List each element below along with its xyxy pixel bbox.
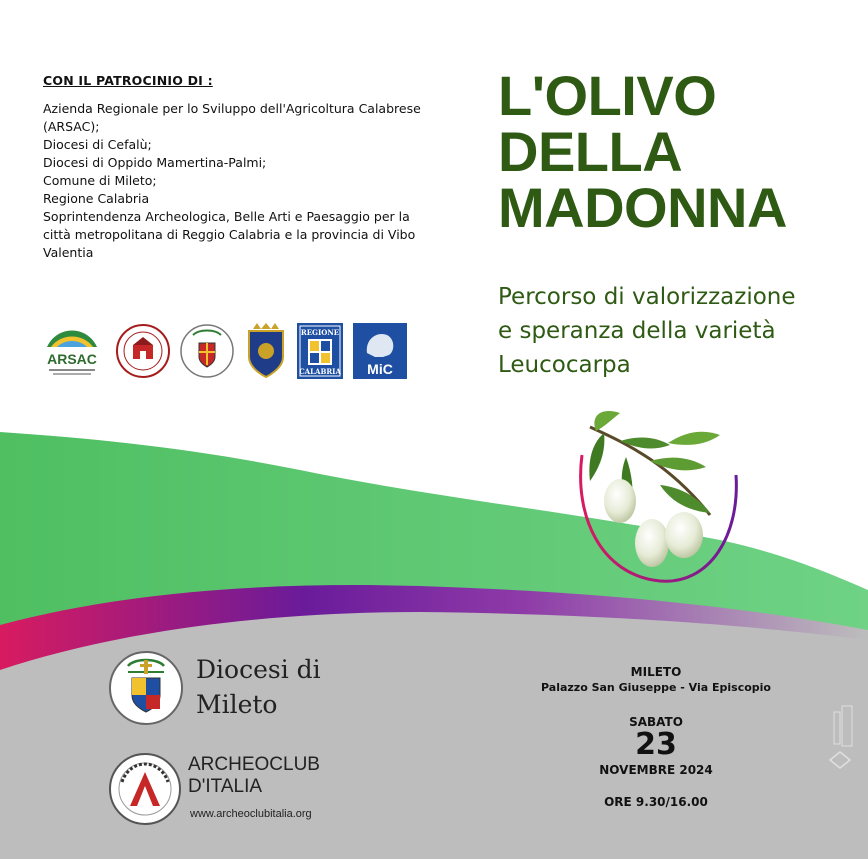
event-subtitle — [498, 280, 858, 382]
event-time: ORE 9.30/16.00 — [604, 795, 708, 809]
patron-logos-row — [43, 323, 413, 381]
archeoclub-name — [188, 754, 320, 798]
patronage-heading: CON IL PATROCINIO DI : — [43, 73, 213, 88]
subtitle-line-1: Percorso di valorizzazione — [498, 284, 796, 310]
event-title — [498, 64, 858, 239]
diocese-line-1: Diocesi di — [196, 655, 321, 684]
arsac-logo — [43, 323, 101, 379]
event-month-year: NOVEMBRE 2024 — [599, 763, 713, 777]
archeoclub-block — [108, 752, 368, 828]
subtitle-line-2: e speranza della varietà — [498, 318, 776, 344]
patron-comune-mileto: Comune di Mileto; — [43, 173, 157, 188]
patron-soprintendenza: Soprintendenza Archeologica, Belle Arti e Paesaggio per la città metropolitana di Reggio Calabria e la provincia di Vibo Valentia — [43, 209, 416, 260]
mic-logo — [353, 323, 407, 379]
archeoclub-logo — [108, 752, 182, 826]
patron-diocesi-cefalu: Diocesi di Cefalù; — [43, 137, 152, 152]
event-day: 23 — [635, 727, 677, 762]
archeoclub-url: www.archeoclubitalia.org — [190, 808, 312, 820]
title-line-1: L'OLIVO — [498, 64, 717, 127]
event-city: MILETO — [630, 665, 682, 679]
diocesi-mileto-seal — [108, 650, 184, 726]
olive-branch-illustration — [560, 405, 760, 595]
event-details — [520, 664, 792, 810]
title-line-3: MADONNA — [498, 176, 787, 239]
diocese-line-2: Mileto — [196, 690, 278, 719]
diocesi-oppido-seal — [179, 323, 235, 379]
comune-mileto-crest — [243, 323, 289, 381]
event-venue: Palazzo San Giuseppe - Via Episcopio — [541, 681, 771, 694]
regione-logo-bottom-text: CALABRIA — [299, 367, 341, 376]
patron-arsac: Azienda Regionale per lo Sviluppo dell'Agricoltura Calabrese (ARSAC); — [43, 101, 421, 134]
archeoclub-line-2: D'ITALIA — [188, 776, 263, 797]
subtitle-line-3: Leucocarpa — [498, 352, 631, 378]
title-line-2: DELLA — [498, 120, 683, 183]
event-weekday: SABATO — [629, 715, 683, 729]
mic-logo-text: MiC — [367, 361, 393, 377]
diocesi-mileto-block — [108, 650, 368, 726]
diocesi-mileto-name — [196, 652, 321, 722]
printer-stamp-mark — [826, 702, 856, 782]
regione-calabria-logo — [297, 323, 343, 379]
diocesi-cefalu-seal — [115, 323, 171, 379]
patron-diocesi-oppido: Diocesi di Oppido Mamertina-Palmi; — [43, 155, 267, 170]
patronage-section — [43, 72, 423, 262]
regione-logo-top-text: REGIONE — [300, 328, 340, 337]
archeoclub-line-1: ARCHEOCLUB — [188, 754, 320, 775]
arsac-logo-text: ARSAC — [47, 351, 97, 367]
patron-regione-calabria: Regione Calabria — [43, 191, 150, 206]
